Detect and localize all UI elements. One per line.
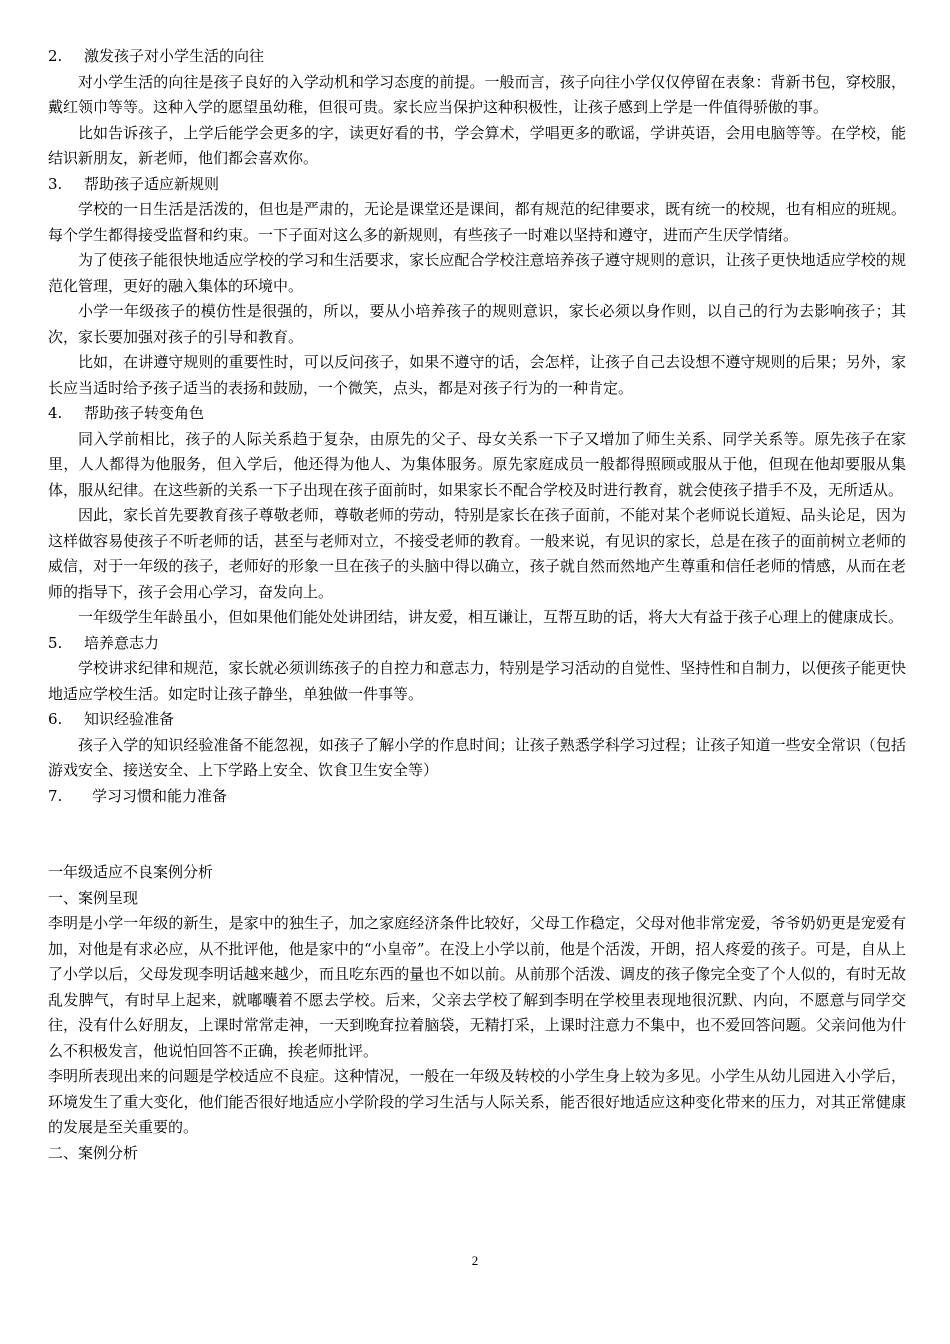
section-number: 3. xyxy=(48,174,63,193)
section-title: 帮助孩子适应新规则 xyxy=(84,174,220,193)
section-number: 5. xyxy=(48,633,63,652)
section-title: 培养意志力 xyxy=(84,633,160,652)
paragraph: 学校的一日生活是活泼的，但也是严肃的，无论是课堂还是课间，都有规范的纪律要求，既有统一的校规，也有相应的班规。每个学生都得接受监督和约束。一下子面对这么多的新规则，有些孩子一时难以坚持和遵守，进而产生厌学情绪。 xyxy=(48,200,906,244)
section-title: 帮助孩子转变角色 xyxy=(84,404,205,422)
section-heading xyxy=(48,784,906,810)
paragraph: 因此，家长首先要教育孩子尊敬老师，尊敬老师的劳动，特别是家长在孩子面前，不能对某个老师说长道短、品头论足，因为这样做容易使孩子不听老师的话，甚至与老师对立，不接受老师的教育。一般来说，有见识的家长，总是在孩子的面前树立老师的威信，对于一年级的孩子，老师好的形象一旦在孩子的头脑中得以确立，孩子就自然而然地产生尊重和信任老师的情感，从而在老师的指导下，孩子会用心学习，奋发向上。 xyxy=(48,506,906,601)
section-heading xyxy=(48,172,906,198)
case-part1-heading: 一、案例呈现 xyxy=(48,888,139,907)
document-page xyxy=(48,44,906,1166)
paragraph: 一年级学生年龄虽小，但如果他们能处处讲团结，讲友爱，相互谦让，互帮互助的话，将大大有益于孩子心理上的健康成长。 xyxy=(78,608,904,626)
section-title: 知识经验准备 xyxy=(84,710,175,728)
case-paragraph: 李明所表现出来的问题是学校适应不良症。这种情况，一般在一年级及转校的小学生身上较为多见。小学生从幼儿园进入小学后，环境发生了重大变化，他们能否很好地适应小学阶段的学习生活与人际关系，能否很好地适应这种变化带来的压力，对其正常健康的发展是至关重要的。 xyxy=(48,1067,906,1136)
section-heading xyxy=(48,707,906,733)
section-heading xyxy=(48,44,906,70)
section-number: 7. xyxy=(48,786,63,805)
case-paragraph: 李明是小学一年级的新生，是家中的独生子，加之家庭经济条件比较好，父母工作稳定，父母对他非常宠爱，爷爷奶奶更是宠爱有加，对他是有求必应，从不批评他，他是家中的“小皇帝”。在没上小学以前，他是个活泼，开朗，招人疼爱的孩子。可是，自从上了小学以后，父母发现李明话越来越少，而且吃东西的量也不如以前。从前那个活泼、调皮的孩子像完全变了个人似的，有时无故乱发脾气，有时早上起来，就嘟囔着不愿去学校。后来，父亲去学校了解到李明在学校里表现地很沉默、内向，不愿意与同学交往，没有什么好朋友，上课时常常走神，一天到晚耷拉着脑袋，无精打采，上课时注意力不集中，也不爱回答问题。父亲问他为什么不积极发言，他说怕回答不正确，挨老师批评。 xyxy=(48,914,906,1060)
paragraph: 比如，在讲遵守规则的重要性时，可以反问孩子，如果不遵守的话，会怎样，让孩子自己去设想不遵守规则的后果；另外，家长应当适时给予孩子适当的表扬和鼓励，一个微笑，点头，都是对孩子行为的一种肯定。 xyxy=(48,353,906,397)
case-title: 一年级适应不良案例分析 xyxy=(48,863,214,881)
paragraph: 小学一年级孩子的模仿性是很强的，所以，要从小培养孩子的规则意识，家长必须以身作则，以自己的行为去影响孩子；其次，家长要加强对孩子的引导和教育。 xyxy=(48,302,906,346)
section-number: 6. xyxy=(48,710,63,728)
section-heading xyxy=(48,631,906,657)
paragraph: 比如告诉孩子，上学后能学会更多的字，读更好看的书，学会算术，学唱更多的歌谣，学讲英语，会用电脑等等。在学校，能结识新朋友，新老师，他们都会喜欢你。 xyxy=(48,123,906,167)
section-number: 4. xyxy=(48,404,63,422)
paragraph: 同入学前相比，孩子的人际关系趋于复杂，由原先的父子、母女关系一下子又增加了师生关系、同学关系等。原先孩子在家里，人人都得为他服务，但入学后，他还得为他人、为集体服务。原先家庭成员一般都得照顾或服从于他，但现在他却要服从集体，服从纪律。在这些新的关系一下子出现在孩子面前时，如果家长不配合学校及时进行教育，就会使孩子措手不及，无所适从。 xyxy=(48,429,906,499)
paragraph: 为了使孩子能很快地适应学校的学习和生活要求，家长应配合学校注意培养孩子遵守规则的意识，让孩子更快地适应学校的规范化管理，更好的融入集体的环境中。 xyxy=(48,251,906,295)
section-number: 2. xyxy=(48,47,63,65)
paragraph: 学校讲求纪律和规范，家长就必须训练孩子的自控力和意志力，特别是学习活动的自觉性、坚持性和自制力，以便孩子能更快地适应学校生活。如定时让孩子静坐，单独做一件事等。 xyxy=(48,659,906,703)
paragraph: 对小学生活的向往是孩子良好的入学动机和学习态度的前提。一般而言，孩子向往小学仅仅停留在表象：背新书包，穿校服，戴红领巾等等。这种入学的愿望虽幼稚，但很可贵。家长应当保护这种积极性，让孩子感到上学是一件值得骄傲的事。 xyxy=(48,72,906,116)
section-heading xyxy=(48,401,906,427)
case-part2-heading: 二、案例分析 xyxy=(48,1143,139,1162)
page-number: 2 xyxy=(471,1253,479,1268)
section-title: 学习习惯和能力准备 xyxy=(92,786,228,805)
section-title: 激发孩子对小学生活的向往 xyxy=(84,47,265,65)
paragraph: 孩子入学的知识经验准备不能忽视，如孩子了解小学的作息时间；让孩子熟悉学科学习过程；让孩子知道一些安全常识（包括游戏安全、接送安全、上下学路上安全、饮食卫生安全等） xyxy=(48,735,906,779)
spacer xyxy=(48,809,906,860)
